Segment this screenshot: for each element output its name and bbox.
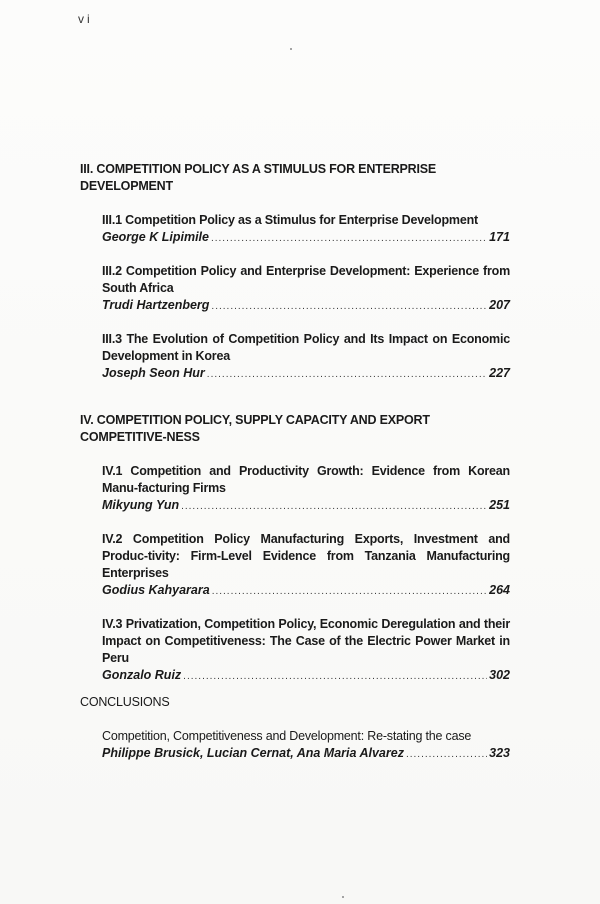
entry-page-number: 302	[489, 668, 510, 682]
entry-author-line	[102, 297, 510, 315]
entry-author-line	[102, 229, 510, 247]
entry-title: IV.1 Competition and Productivity Growth: Evidence from Korean Manu-facturing Firms	[102, 464, 510, 495]
section-heading: III. COMPETITION POLICY AS A STIMULUS FOR ENTERPRISE DEVELOPMENT	[80, 162, 437, 193]
page-number: vi	[78, 12, 93, 26]
entry-author: Joseph Seon Hur	[102, 366, 205, 380]
entry-author: Trudi Hartzenberg	[102, 298, 210, 312]
toc-entry-iii-3[interactable]	[102, 331, 510, 383]
entry-page-number: 227	[489, 366, 510, 380]
entry-author: Mikyung Yun	[102, 498, 180, 512]
section-heading: IV. COMPETITION POLICY, SUPPLY CAPACITY AND EXPORT COMPETITIVE-NESS	[80, 413, 430, 444]
entry-author-line	[102, 582, 510, 600]
entry-author: Gonzalo Ruiz	[102, 668, 182, 682]
toc-entry-iv-3[interactable]	[102, 616, 510, 685]
dot-leader	[211, 298, 487, 315]
toc-entry-iv-2[interactable]	[102, 531, 510, 600]
toc-entry-iv-1[interactable]	[102, 463, 510, 515]
dot-leader	[406, 746, 487, 763]
toc-entry-conclusions[interactable]	[102, 728, 510, 763]
entry-title: III.1 Competition Policy as a Stimulus for Enterprise Development	[102, 213, 478, 227]
entry-page-number: 251	[489, 498, 510, 512]
dot-leader	[211, 230, 487, 247]
section-iii	[80, 161, 510, 383]
entry-author-line	[102, 745, 510, 763]
entry-title: IV.3 Privatization, Competition Policy, Economic Deregulation and their Impact on Competitiveness: The Case of the Electric Power Market in Peru	[102, 617, 510, 665]
entry-author: Godius Kahyarara	[102, 583, 210, 597]
entry-author: Philippe Brusick, Lucian Cernat, Ana Maria Alvarez	[102, 746, 404, 760]
entry-page-number: 323	[489, 746, 510, 760]
entry-title: III.2 Competition Policy and Enterprise Development: Experience from South Africa	[102, 264, 510, 295]
section-heading: CONCLUSIONS	[80, 695, 170, 709]
entry-title: Competition, Competitiveness and Development: Re-stating the case	[102, 729, 472, 743]
entry-author-line	[102, 667, 510, 685]
section-conclusions	[80, 694, 510, 763]
dot-leader	[212, 583, 487, 600]
scan-speck	[342, 896, 344, 898]
entry-page-number: 264	[489, 583, 510, 597]
toc-entry-iii-1[interactable]	[102, 212, 510, 247]
entry-author-line	[102, 365, 510, 383]
entry-author-line	[102, 497, 510, 515]
entry-page-number: 207	[489, 298, 510, 312]
entry-title: III.3 The Evolution of Competition Policy and Its Impact on Economic Development in Korea	[102, 332, 510, 363]
section-iv	[80, 412, 510, 685]
toc-entry-iii-2[interactable]	[102, 263, 510, 315]
entry-page-number: 171	[489, 230, 510, 244]
dot-leader	[183, 668, 487, 685]
dot-leader	[207, 366, 487, 383]
entry-title: IV.2 Competition Policy Manufacturing Exports, Investment and Produc-tivity: Firm-Level Evidence from Tanzania Manufacturing Enterprises	[102, 532, 510, 580]
entry-author: George K Lipimile	[102, 230, 209, 244]
dot-leader	[181, 498, 487, 515]
scan-speck	[290, 48, 292, 50]
